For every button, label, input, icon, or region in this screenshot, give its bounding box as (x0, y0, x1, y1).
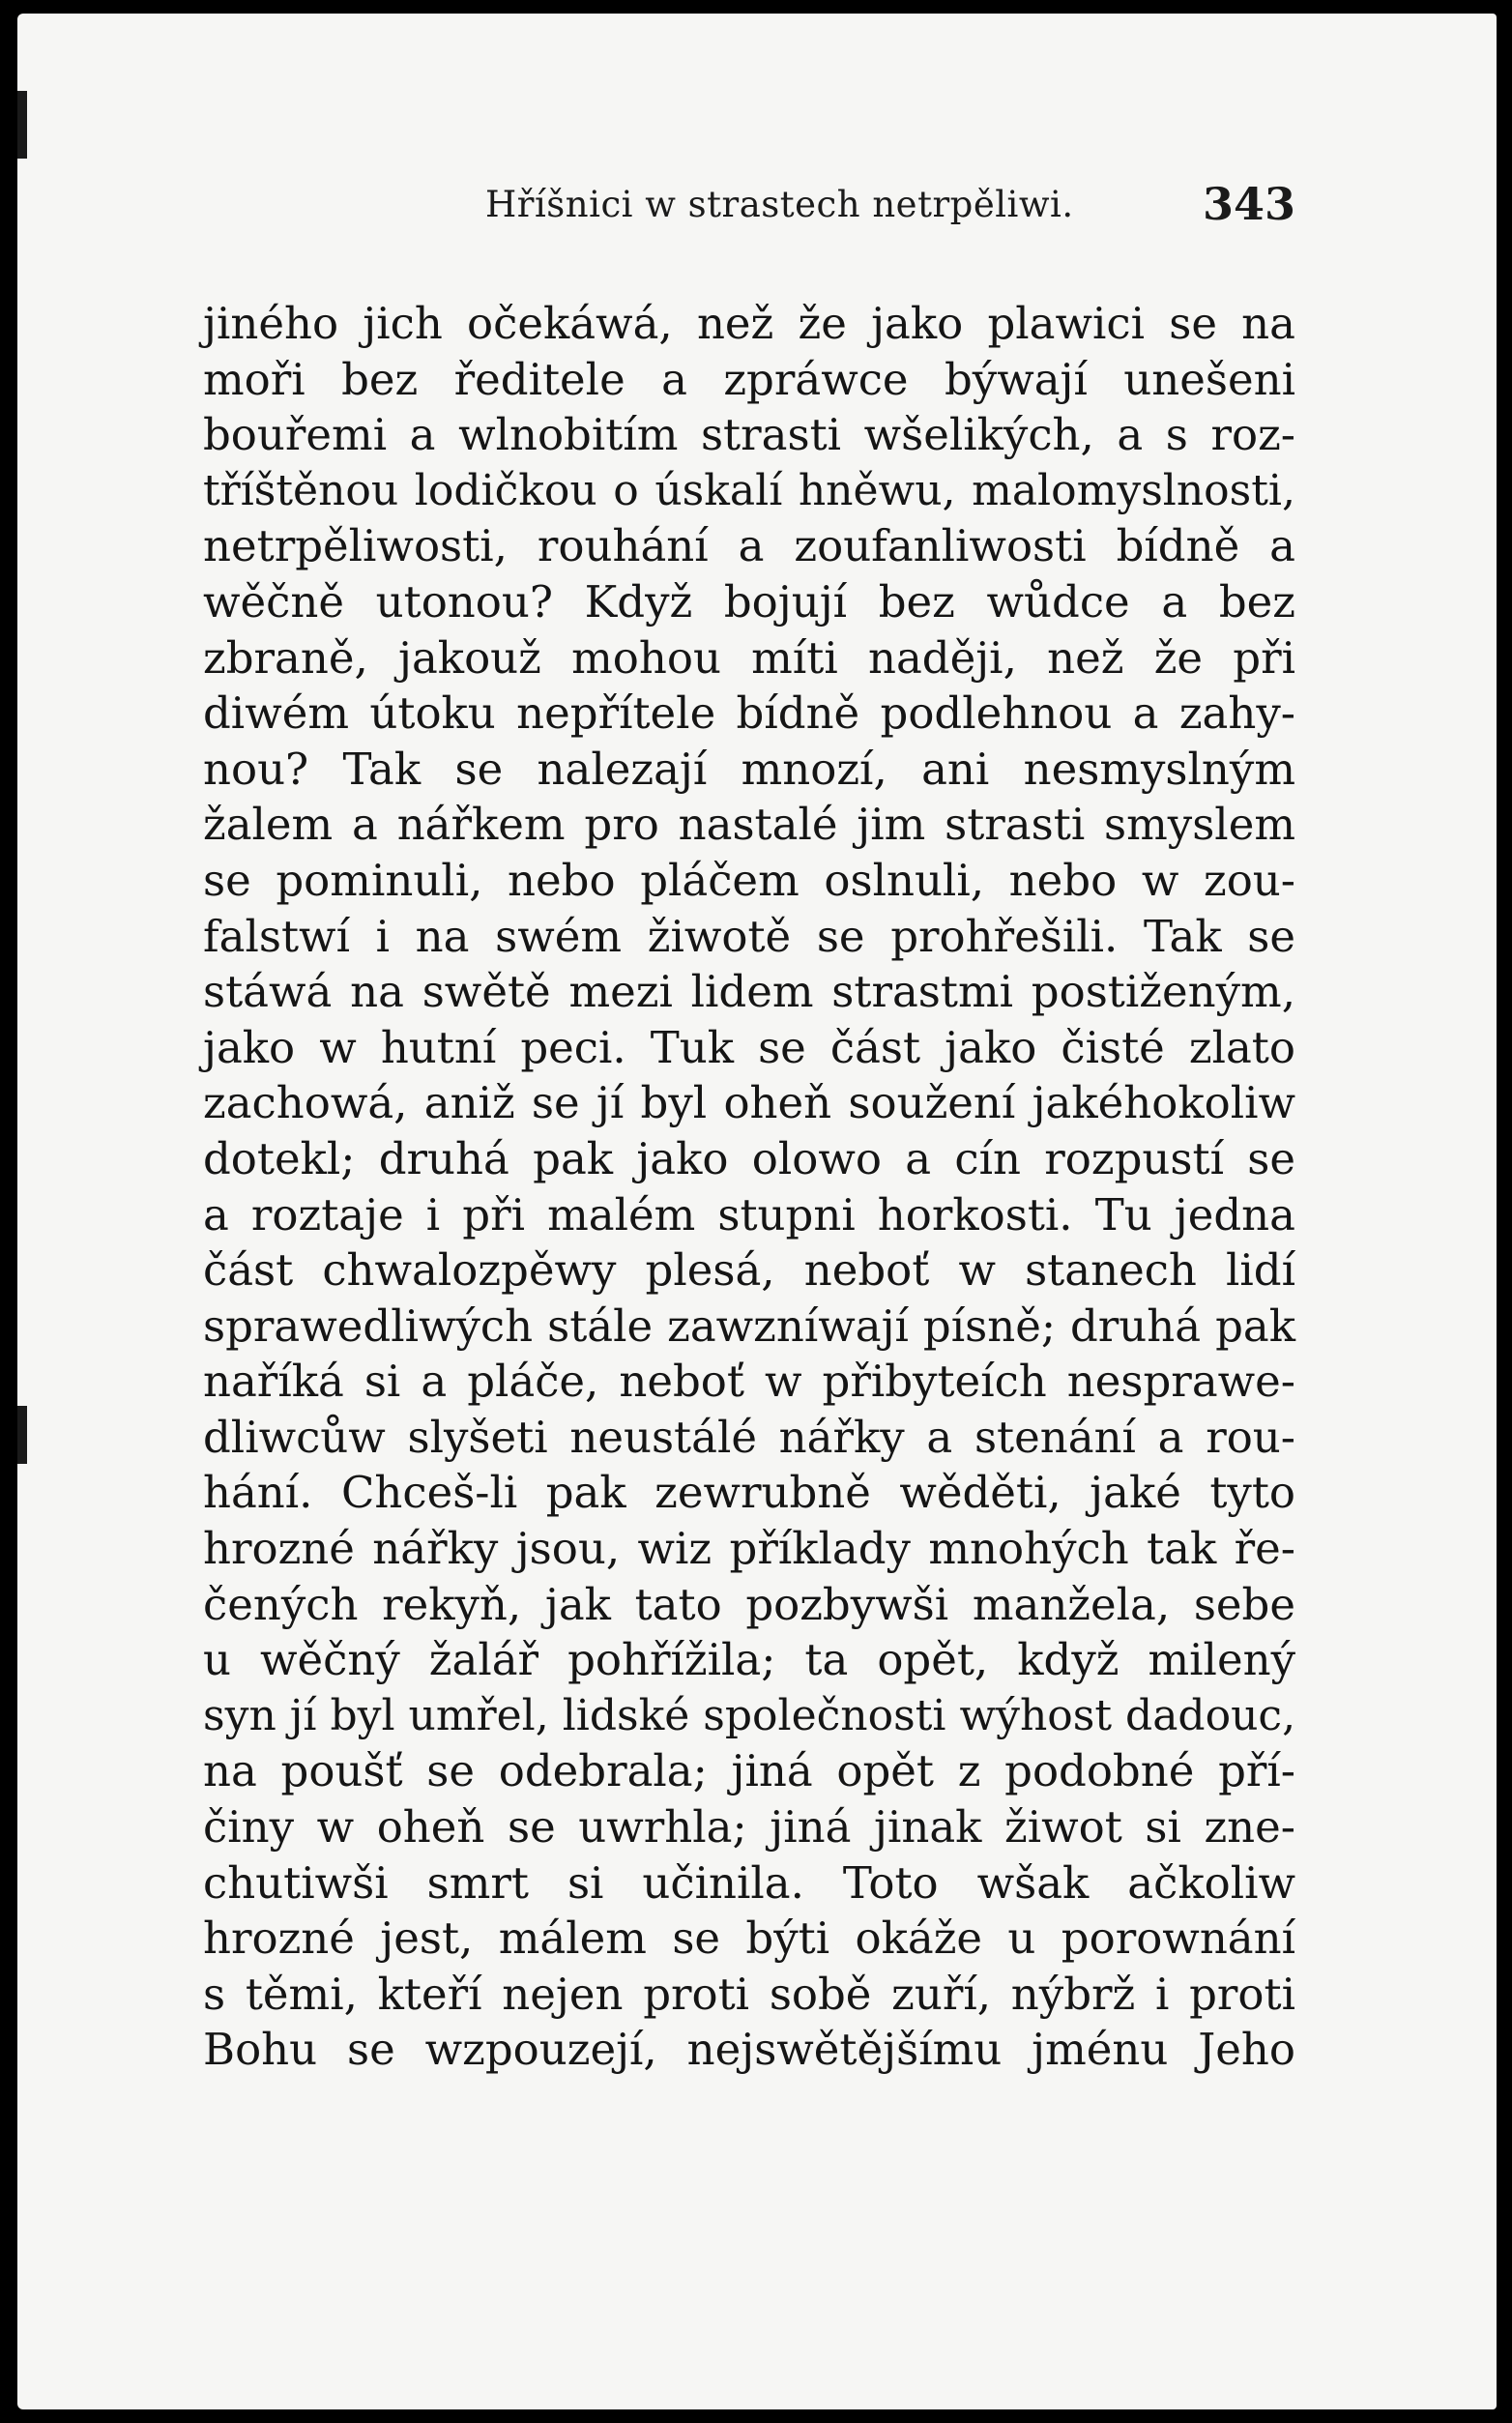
text-line: část chwalozpěwy plesá, neboť w stanech lidí (203, 1244, 1295, 1297)
text-line: hání. Chceš-li pak zewrubně wěděti, jaké tyto (203, 1467, 1295, 1519)
text-line: hrozné jest, málem se býti okáže u porownání (203, 1912, 1295, 1965)
text-line: moři bez ředitele a zpráwce býwají unešeni (203, 353, 1295, 405)
text-line: na poušť se odebrala; jiná opět z podobné pří- (203, 1745, 1295, 1797)
text-line: hrozné nářky jsou, wiz příklady mnohých tak ře- (203, 1523, 1295, 1575)
page-header (203, 174, 1295, 242)
text-line: žalem a nářkem pro nastalé jim strasti smyslem (203, 799, 1295, 851)
text-line: syn jí byl umřel, lidské společnosti wýhost dadouc, (203, 1690, 1296, 1740)
text-line: falstwí i na swém žiwotě se prohřešili. Tak se (203, 910, 1295, 962)
page-number: 343 (1202, 178, 1295, 230)
text-line: dotekl; druhá pak jako olowo a cín rozpustí se (203, 1132, 1295, 1184)
running-head: Hříšnici w strastech netrpěliwi. (485, 184, 1074, 225)
text-line: diwém útoku nepřítele bídně podlehnou a zahy- (203, 687, 1295, 740)
text-line: stáwá na swětě mezi lidem strastmi postiženým, (203, 966, 1295, 1018)
text-line: čených rekyň, jak tato pozbywši manžela, sebe (203, 1578, 1295, 1630)
text-line: se pominuli, nebo pláčem oslnuli, nebo w zou- (203, 854, 1295, 906)
text-line: netrpěliwosti, rouhání a zoufanliwosti bídně a (203, 520, 1295, 572)
text-line: bouřemi a wlnobitím strasti wšelikých, a s roz- (203, 409, 1295, 461)
binding-edge (17, 1406, 27, 1464)
text-line: Bohu se wzpouzejí, nejswětějšímu jménu Jeho (203, 2024, 1295, 2076)
text-line: u wěčný žalář pohřížila; ta opět, když milený (203, 1634, 1295, 1686)
body-text (203, 296, 1295, 2078)
text-line: a roztaje i při malém stupni horkosti. Tu jedna (203, 1188, 1295, 1241)
text-line: chutiwši smrt si učinila. Toto wšak ačkoliw (203, 1856, 1295, 1909)
binding-edge (17, 91, 27, 159)
text-line: dliwcůw slyšeti neustálé nářky a stenání a rou- (203, 1411, 1295, 1463)
text-line: wěčně utonou? Když bojují bez wůdce a bez (203, 575, 1295, 628)
text-line: sprawedliwých stále zawzníwají písně; druhá pak (203, 1299, 1295, 1352)
text-line: tříštěnou lodičkou o úskalí hněwu, malomyslnosti, (203, 465, 1295, 515)
text-line: s těmi, kteří nejen proti sobě zuří, nýbrž i proti (203, 1968, 1295, 2020)
text-line: nou? Tak se nalezají mnozí, ani nesmyslným (203, 743, 1295, 795)
text-line: naříká si a pláče, neboť w přibyteích nesprawe- (203, 1356, 1295, 1408)
text-line: zachowá, aniž se jí byl oheň soužení jakéhokoliw (203, 1077, 1295, 1129)
text-line: jiného jich očekáwá, než že jako plawici se na (203, 298, 1295, 349)
text-line: činy w oheň se uwrhla; jiná jinak žiwot si zne- (203, 1801, 1295, 1854)
text-line: zbraně, jakouž mohou míti naději, než že při (203, 631, 1295, 684)
text-line: jako w hutní peci. Tuk se část jako čisté zlato (203, 1021, 1295, 1073)
